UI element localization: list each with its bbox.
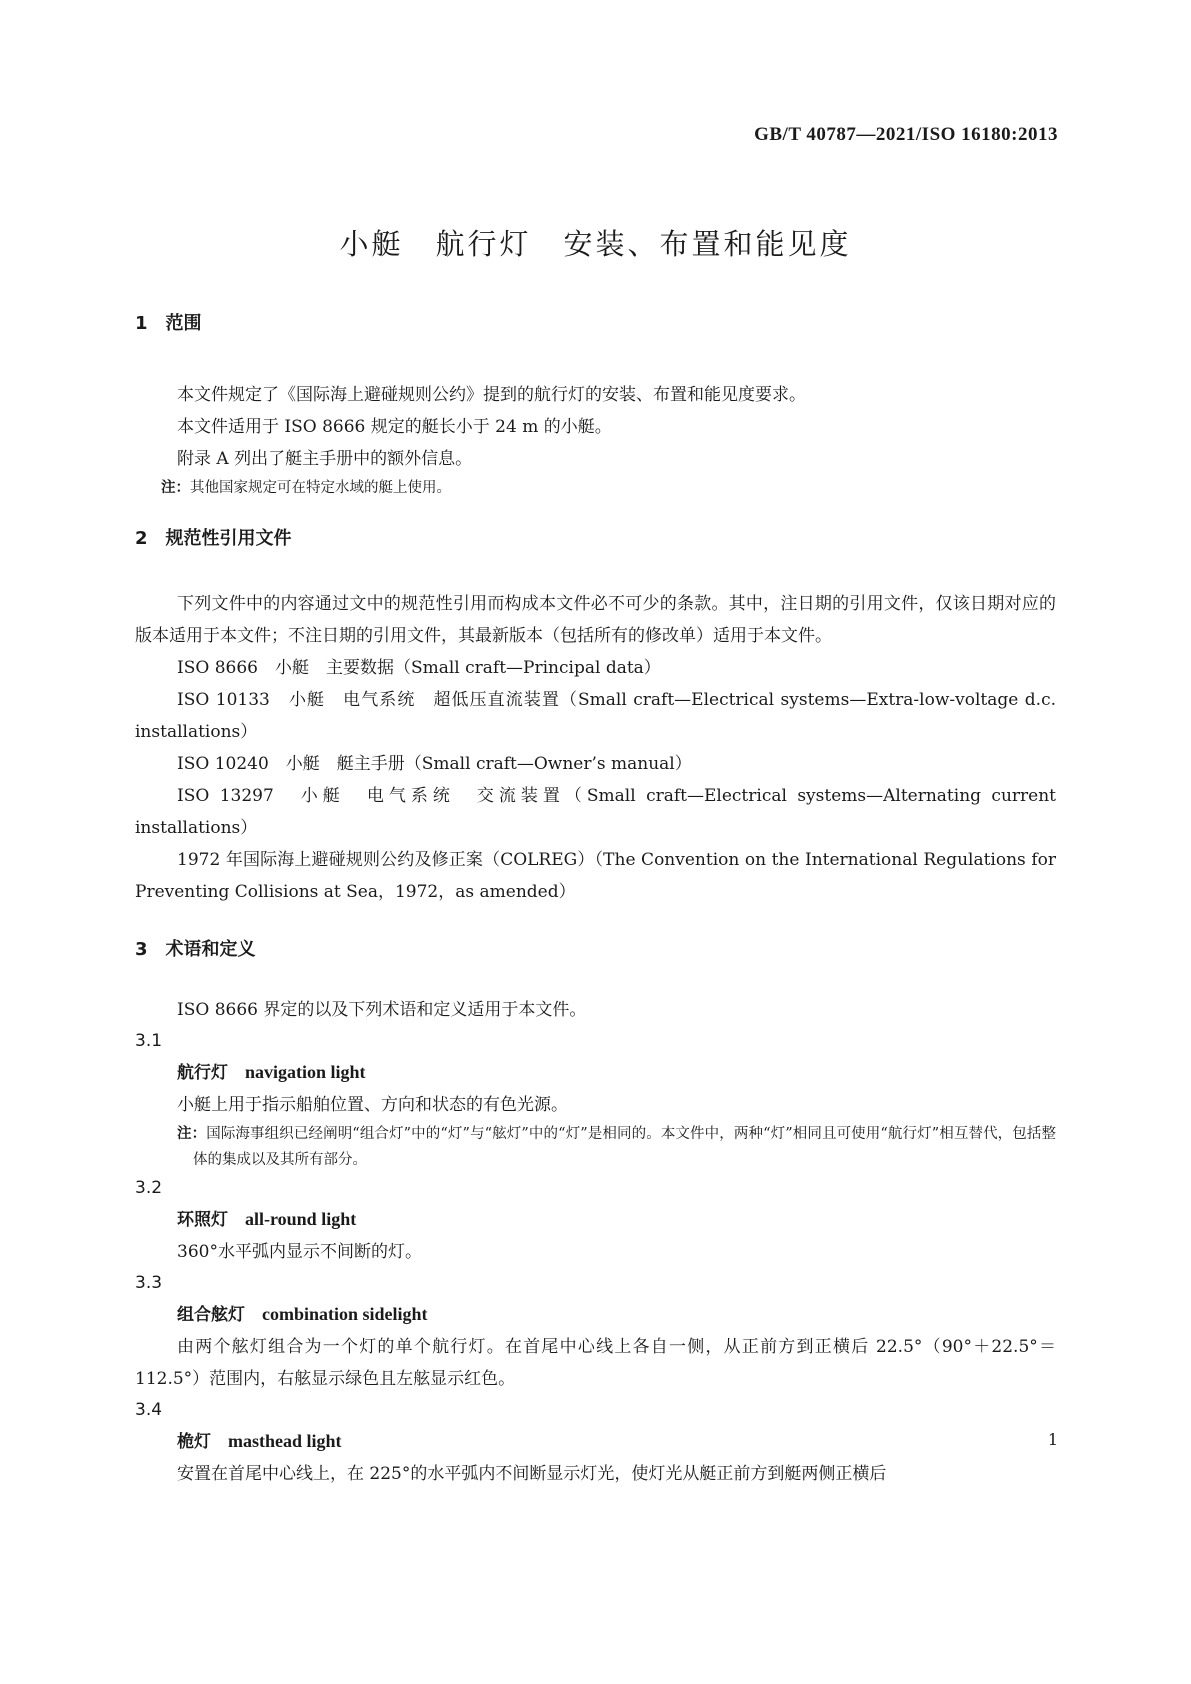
section-heading-scope: 1 范围 (135, 313, 202, 334)
section-heading-normative-references: 2 规范性引用文件 (135, 528, 292, 549)
term-definition: 由两个舷灯组合为一个灯的单个航行灯。在首尾中心线上各自一侧，从正前方到正横后 22.5°（90°＋22.5°＝112.5°）范围内，右舷显示绿色且左舷显示红色。 (135, 1337, 1056, 1389)
term-en: navigation light (245, 1062, 366, 1082)
note-text: 其他国家规定可在特定水域的艇上使用。 (190, 480, 451, 496)
term-number: 3.3 (135, 1273, 163, 1293)
term-title (135, 1203, 1056, 1236)
term-title (135, 1056, 1056, 1089)
term-number: 3.4 (135, 1400, 163, 1420)
reference-item: ISO 8666 小艇 主要数据（Small craft—Principal data） (177, 658, 661, 678)
term-en: combination sidelight (262, 1304, 428, 1324)
note (135, 475, 1056, 501)
paragraph: 本文件规定了《国际海上避碰规则公约》提到的航行灯的安装、布置和能见度要求。 (177, 385, 806, 405)
paragraph: 本文件适用于 ISO 8666 规定的艇长小于 24 m 的小艇。 (177, 417, 612, 437)
term-definition: 安置在首尾中心线上，在 225°的水平弧内不间断显示灯光，使灯光从艇正前方到艇两侧正横后 (177, 1464, 887, 1484)
term-number: 3.1 (135, 1031, 163, 1051)
paragraph: 下列文件中的内容通过文中的规范性引用而构成本文件必不可少的条款。其中，注日期的引用文件，仅该日期对应的版本适用于本文件；不注日期的引用文件，其最新版本（包括所有的修改单）适用于本文件。 (135, 594, 1056, 646)
reference-item: 1972 年国际海上避碰规则公约及修正案（COLREG）（The Convention on the International Regulations for Preventing Collisions at Sea，1972，as amended） (135, 850, 1056, 902)
section-heading-terms-definitions: 3 术语和定义 (135, 939, 256, 960)
document-title: 小艇 航行灯 安装、布置和能见度 (339, 227, 852, 261)
term-zh: 组合舷灯 (177, 1305, 245, 1325)
term-en: masthead light (228, 1431, 342, 1451)
term-zh: 环照灯 (177, 1210, 228, 1230)
reference-item: ISO 10133 小艇 电气系统 超低压直流装置（Small craft—Electrical systems—Extra-low-voltage d.c. installations） (135, 690, 1056, 742)
term-zh: 航行灯 (177, 1063, 228, 1083)
term-en: all-round light (245, 1209, 357, 1229)
note-label: 注： (177, 1126, 207, 1142)
term-number: 3.2 (135, 1178, 163, 1198)
standard-code: GB/T 40787—2021/ISO 16180:2013 (754, 124, 1058, 145)
paragraph: ISO 8666 界定的以及下列术语和定义适用于本文件。 (177, 1000, 587, 1020)
page-number: 1 (1047, 1430, 1058, 1449)
term-definition: 小艇上用于指示船舶位置、方向和状态的有色光源。 (177, 1095, 568, 1115)
paragraph: 附录 A 列出了艇主手册中的额外信息。 (177, 449, 473, 469)
reference-item: ISO 13297 小艇 电气系统 交流装置（Small craft—Electrical systems—Alternating current installations） (135, 786, 1056, 838)
term-title (135, 1298, 1056, 1331)
term-title (135, 1425, 1056, 1458)
term-definition: 360°水平弧内显示不间断的灯。 (177, 1242, 422, 1262)
note (135, 1121, 1056, 1173)
reference-item: ISO 10240 小艇 艇主手册（Small craft—Owner’s manual） (177, 754, 692, 774)
note-text: 国际海事组织已经阐明“组合灯”中的“灯”与“舷灯”中的“灯”是相同的。本文件中，两种“灯”相同且可使用“航行灯”相互替代，包括整体的集成以及其所有部分。 (193, 1126, 1056, 1168)
term-zh: 桅灯 (177, 1432, 211, 1452)
document-body (135, 310, 1056, 1490)
note-label: 注： (161, 480, 190, 496)
